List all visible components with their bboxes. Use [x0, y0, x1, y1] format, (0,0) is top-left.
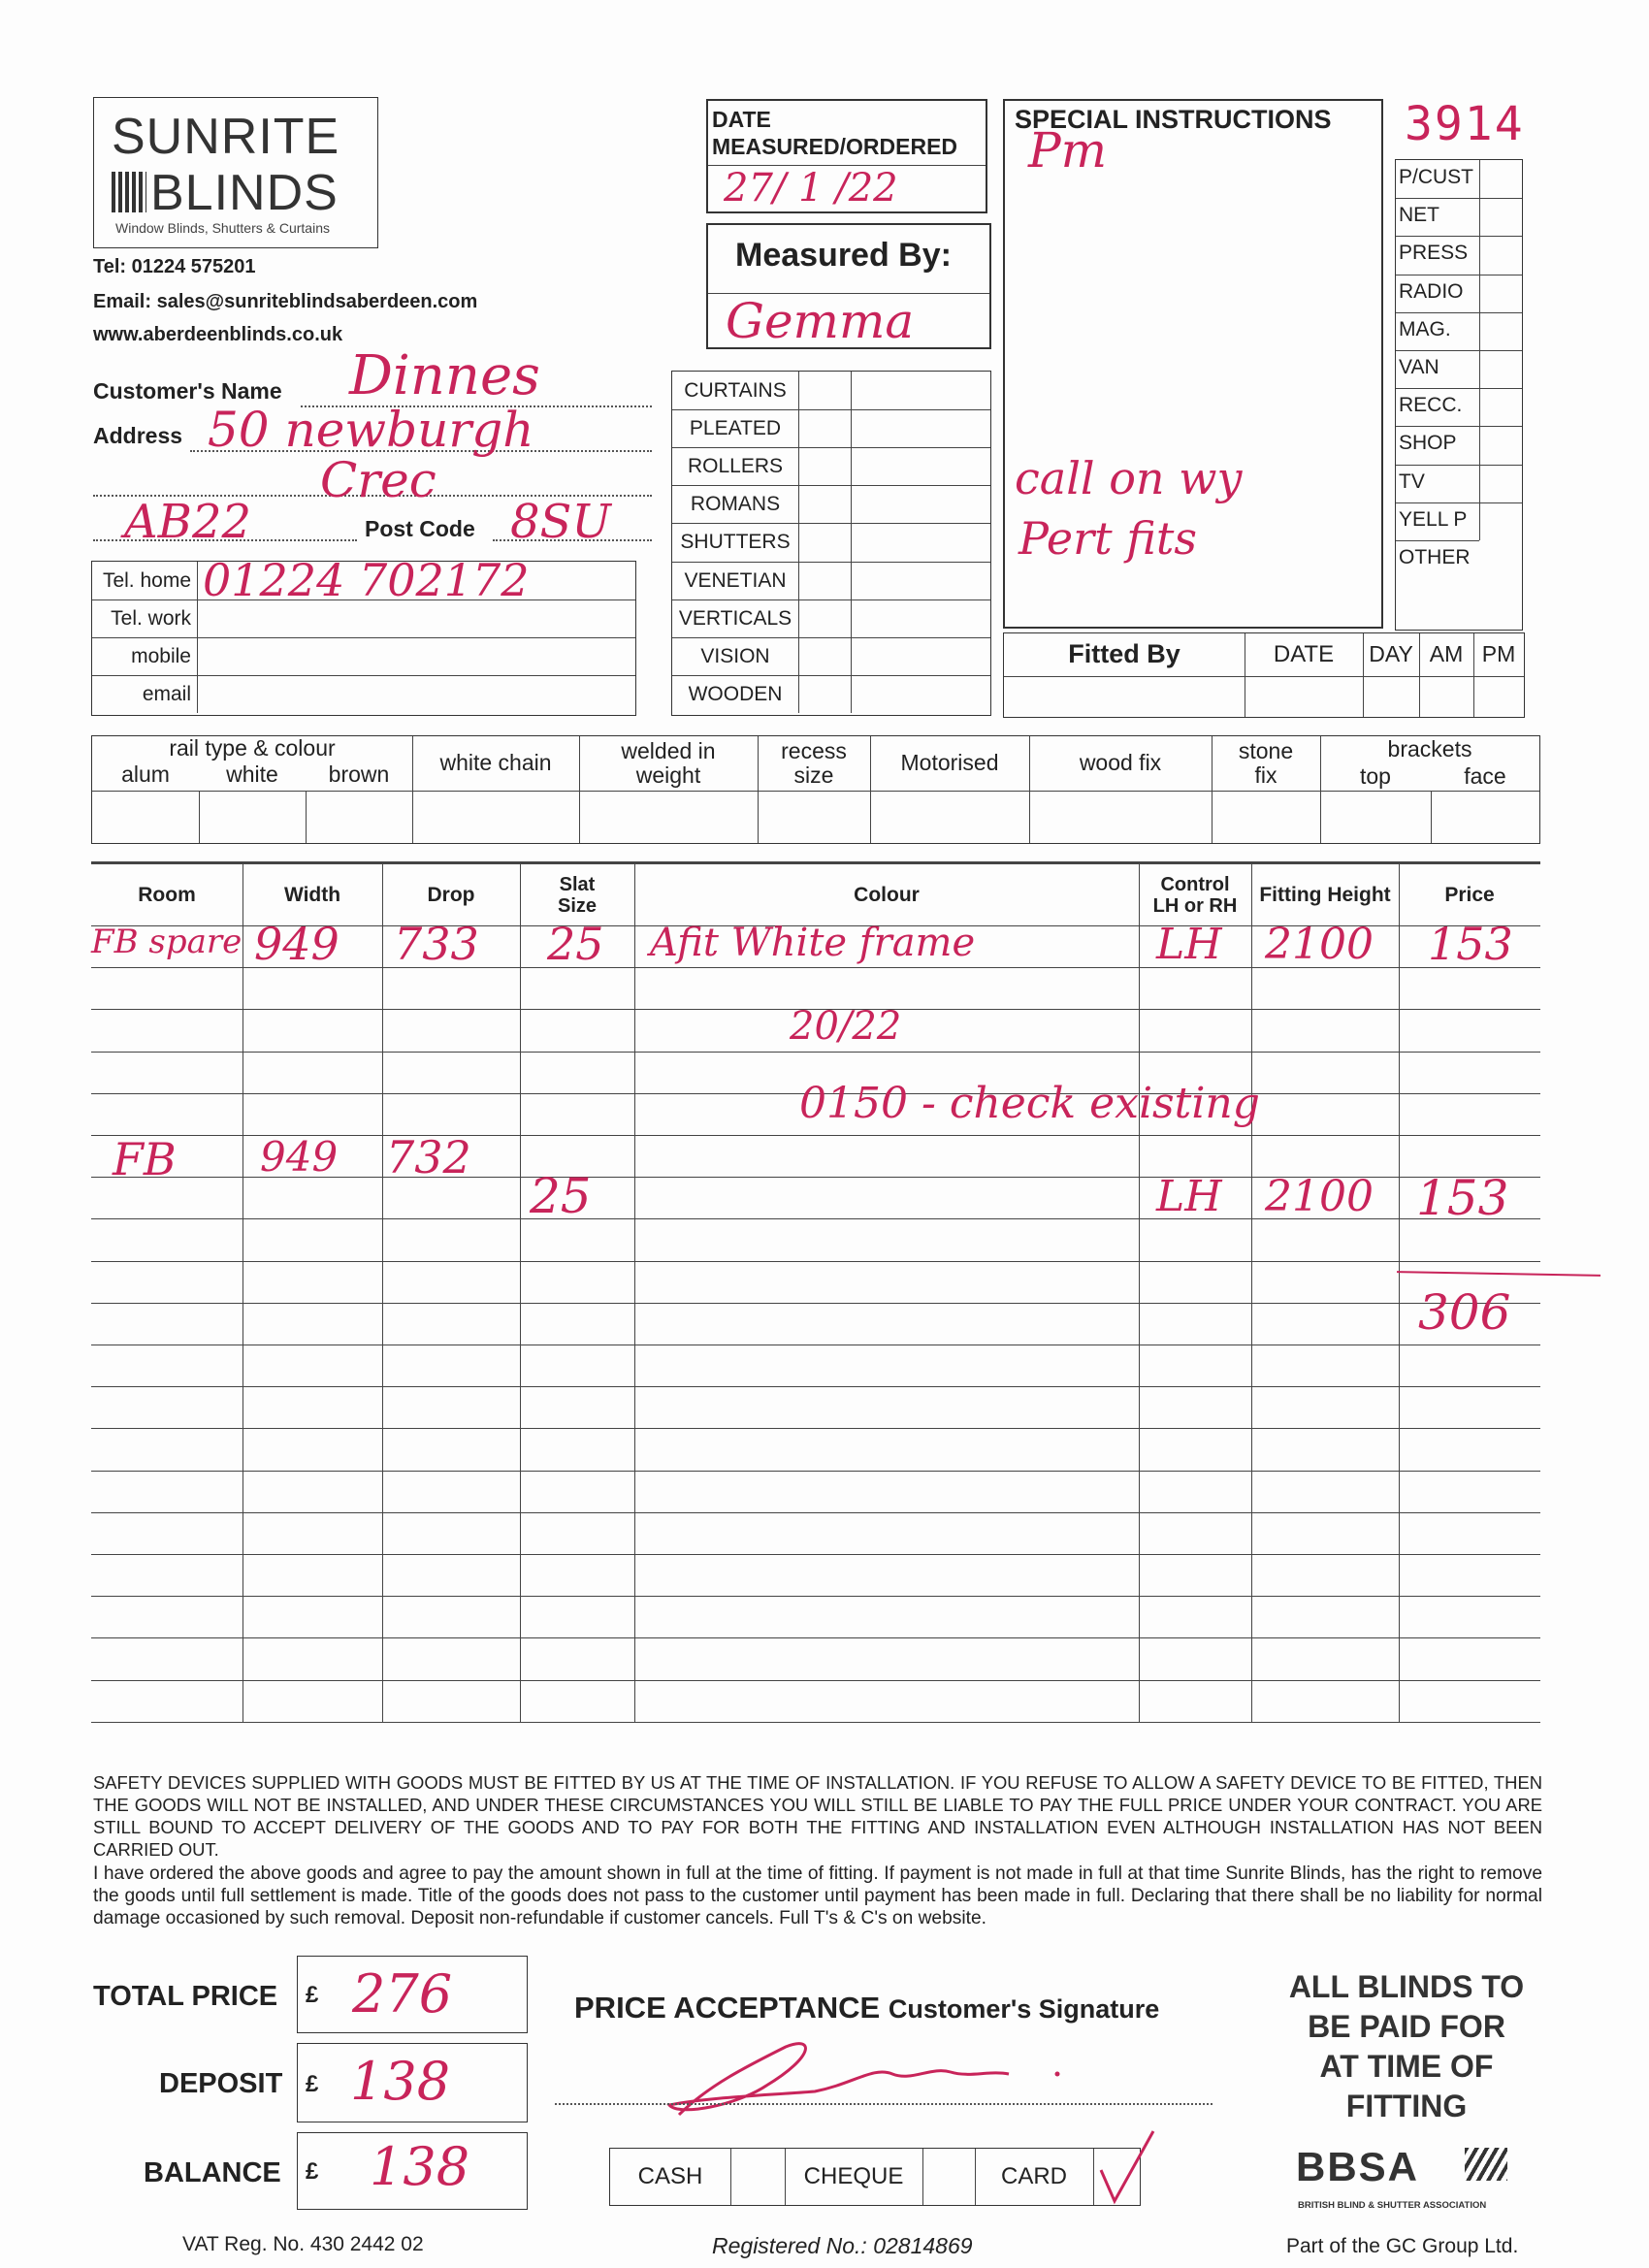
source-item: RADIO [1399, 279, 1464, 303]
row1-width: 949 [254, 918, 340, 970]
row1-control: LH [1156, 920, 1222, 969]
product-type-item: ROMANS [690, 493, 781, 516]
company-logo [93, 97, 378, 248]
fitted-am-label: AM [1429, 641, 1464, 667]
special-instructions-box [1003, 99, 1383, 629]
date-label-line2: MEASURED/ORDERED [712, 134, 958, 159]
customer-name-label: Customer's Name [93, 378, 282, 404]
total-value: 276 [352, 1963, 453, 2025]
address-label: Address [93, 423, 183, 448]
fitted-day-label: DAY [1369, 641, 1413, 667]
product-type-item: PLEATED [689, 417, 782, 440]
header-control-line2: LH or RH [1152, 895, 1238, 917]
bbsa-subtitle: BRITISH BLIND & SHUTTER ASSOCIATION [1298, 2200, 1487, 2211]
row1-room: FB spare [91, 923, 242, 961]
recess-label [758, 736, 870, 791]
payment-method-box [609, 2148, 1141, 2206]
group-label: Part of the GC Group Ltd. [1286, 2235, 1519, 2257]
product-type-item: CURTAINS [684, 379, 787, 402]
top-label: top [1360, 763, 1391, 790]
company-tel: Tel: 01224 575201 [93, 256, 256, 277]
deposit-currency: £ [306, 2071, 319, 2097]
all-blinds-notice [1261, 1967, 1552, 2126]
alum-label: alum [121, 761, 170, 788]
row2-room: FB [113, 1133, 177, 1185]
header-fitting-height: Fitting Height [1259, 884, 1391, 907]
deposit-box [297, 2043, 528, 2122]
phone-label: Tel. home [102, 569, 191, 592]
row1-slat: 25 [547, 918, 604, 970]
vat-number: VAT Reg. No. 430 2442 02 [182, 2233, 424, 2255]
customer-name-value: Dinnes [349, 344, 540, 407]
phone-label: email [142, 683, 191, 705]
deposit-label: DEPOSIT [159, 2068, 283, 2099]
product-type-item: WOODEN [688, 682, 783, 705]
cash-label: CASH [637, 2162, 703, 2189]
header-width: Width [283, 884, 341, 907]
balance-box [297, 2132, 528, 2210]
product-type-item: VERTICALS [678, 606, 792, 630]
bbsa-stripes-icon [1465, 2148, 1507, 2181]
date-box [706, 99, 987, 213]
row2-control: LH [1156, 1172, 1222, 1221]
total-label: TOTAL PRICE [93, 1981, 278, 2012]
subtotal-line [1397, 1271, 1600, 1277]
row1-price: 153 [1428, 918, 1513, 970]
row2-slat: 25 [530, 1168, 592, 1224]
product-type-item: VENETIAN [684, 568, 787, 592]
postcode-value: 8SU [510, 495, 611, 549]
source-item: P/CUST [1399, 166, 1474, 188]
brackets-label: brackets [1387, 736, 1472, 762]
special-instructions-label: SPECIAL INSTRUCTIONS [1015, 105, 1332, 134]
cheque-label: CHEQUE [803, 2162, 904, 2189]
note-check-existing: 0150 - check existing [799, 1079, 1260, 1128]
acceptance-normal: Customer's Signature [888, 1994, 1160, 2024]
phone-box [91, 554, 636, 716]
row2-width: 949 [260, 1133, 339, 1181]
welded-line1: welded in [621, 737, 716, 763]
source-item: RECC. [1399, 394, 1463, 417]
form-number: 3914 [1405, 97, 1525, 151]
measured-by-value: Gemma [726, 293, 915, 349]
logo-line1: SUNRITE [112, 109, 340, 165]
white-chain-label: white chain [439, 750, 552, 776]
registered-number: Registered No.: 02814869 [712, 2233, 973, 2258]
row2-drop: 732 [386, 1131, 471, 1183]
recess-line2: size [793, 762, 834, 788]
deposit-value: 138 [350, 2051, 451, 2112]
product-type-item: SHUTTERS [680, 531, 791, 554]
product-type-item: ROLLERS [687, 455, 784, 478]
all-blinds-line2: BE PAID FOR [1308, 2009, 1505, 2044]
total-box [297, 1956, 528, 2033]
phone-value: 01224 702172 [203, 554, 530, 606]
header-control [1139, 865, 1251, 925]
special-note-top: Pm [1028, 122, 1108, 178]
customer-signature [621, 2027, 1086, 2124]
logo-tagline: Window Blinds, Shutters & Curtains [115, 220, 330, 236]
phone-label: mobile [131, 645, 191, 667]
fitted-by-box [1003, 632, 1525, 718]
welded-line2: weight [635, 762, 701, 788]
all-blinds-line1: ALL BLINDS TO [1288, 1969, 1525, 2004]
row1-colour: Afit White frame [650, 921, 976, 965]
stone-fix-label [1212, 736, 1320, 791]
logo-bars-icon [112, 172, 146, 212]
header-colour: Colour [854, 884, 920, 907]
header-room: Room [138, 884, 196, 907]
postcode-prefix: AB22 [124, 495, 252, 549]
price-acceptance-label [574, 1991, 1159, 2025]
address-line2: Crec [320, 452, 436, 508]
source-item: SHOP [1399, 432, 1457, 455]
company-email: Email: sales@sunriteblindsaberdeen.com [93, 291, 478, 312]
acceptance-bold: PRICE ACCEPTANCE [574, 1991, 881, 2025]
logo-line2: BLINDS [150, 165, 339, 221]
source-item: OTHER [1399, 546, 1471, 568]
row1-height: 2100 [1265, 920, 1374, 969]
brown-label: brown [328, 761, 390, 788]
subtotal-value: 306 [1418, 1284, 1511, 1341]
product-type-box [671, 371, 991, 716]
row1-drop: 733 [394, 918, 479, 970]
header-price: Price [1444, 884, 1495, 907]
recess-line1: recess [781, 737, 847, 763]
all-blinds-line4: FITTING [1345, 2089, 1468, 2123]
card-checkmark-icon [1093, 2125, 1161, 2207]
motorised-label: Motorised [900, 750, 999, 776]
header-slat-line1: Slat [559, 874, 596, 895]
row2-height: 2100 [1265, 1172, 1374, 1221]
terms-safety: SAFETY DEVICES SUPPLIED WITH GOODS MUST BE FITTED BY US AT THE TIME OF INSTALLATION. IF YOU REFUSE TO ALLOW A SAFETY DEVICE TO BE FITTED, THEN THE GOODS WILL NOT BE INSTALLED, AND UNDER THESE CIRCUMSTANCES YOU WILL STILL BE LIABLE TO PAY THE FULL PRICE UNDER YOUR CONTRACT. YOU ARE STILL BOUND TO ACCEPT DELIVERY OF THE GOODS AND TO PAY FOR BOTH THE FITTING AND INSTALLATION EVEN ALTHOUGH INSTALLATION HAS NOT BEEN CARRIED OUT. [93, 1772, 1542, 1860]
balance-value: 138 [370, 2136, 470, 2197]
row2-price: 153 [1416, 1170, 1509, 1226]
fitted-by-label: Fitted By [1068, 639, 1180, 669]
order-table [91, 861, 1540, 1762]
total-currency: £ [306, 1982, 319, 2008]
postcode-label: Post Code [365, 516, 475, 541]
source-item: PRESS [1399, 242, 1469, 265]
source-item: VAN [1399, 356, 1439, 378]
product-type-item: VISION [700, 644, 770, 667]
source-item: YELL P [1399, 507, 1468, 531]
source-item: TV [1399, 470, 1425, 493]
header-drop: Drop [427, 884, 475, 907]
special-note-line2: Pert fits [1018, 512, 1197, 565]
white-label: white [226, 761, 278, 788]
bbsa-logo: BBSA [1296, 2144, 1420, 2189]
card-label: CARD [1000, 2162, 1067, 2189]
face-label: face [1464, 763, 1506, 790]
phone-label: Tel. work [111, 607, 191, 630]
company-web: www.aberdeenblinds.co.uk [93, 324, 343, 345]
note-20-22: 20/22 [790, 1004, 902, 1049]
all-blinds-line3: AT TIME OF [1319, 2049, 1494, 2084]
source-list [1395, 159, 1523, 631]
date-value: 27/ 1 /22 [724, 166, 898, 211]
options-box [91, 735, 1540, 844]
source-item: MAG. [1399, 317, 1451, 340]
wood-fix-label: wood fix [1079, 750, 1162, 776]
rail-type-label: rail type & colour [169, 735, 336, 761]
header-slat-line2: Size [557, 895, 598, 917]
stone-line1: stone [1238, 737, 1294, 763]
signature-line [555, 2103, 1212, 2105]
header-control-line1: Control [1160, 874, 1230, 895]
balance-currency: £ [306, 2158, 319, 2185]
balance-label: BALANCE [144, 2157, 281, 2188]
fitted-pm-label: PM [1481, 641, 1516, 667]
measured-by-label: Measured By: [735, 237, 952, 274]
header-slat [520, 865, 634, 925]
terms-payment: I have ordered the above goods and agree to pay the amount shown in full at the time of fitting. If payment is not made in full at that time Sunrite Blinds, has the right to remove the goods until full settlement is made. Title of the goods does not pass to the customer until payment has been made in full. Declaring that there shall be no liability for normal damage occasioned by such removal. Deposit non-refundable if customer cancels. Full T's & C's on website. [93, 1863, 1542, 1928]
source-item: NET [1399, 204, 1439, 227]
date-label-line1: DATE [712, 107, 771, 132]
measured-by-box [706, 223, 991, 349]
stone-line2: fix [1254, 762, 1277, 788]
special-note-line1: call on wy [1015, 452, 1243, 504]
fitted-date-label: DATE [1273, 640, 1335, 667]
address-line1: 50 newburgh [208, 402, 534, 458]
welded-label [579, 736, 758, 791]
